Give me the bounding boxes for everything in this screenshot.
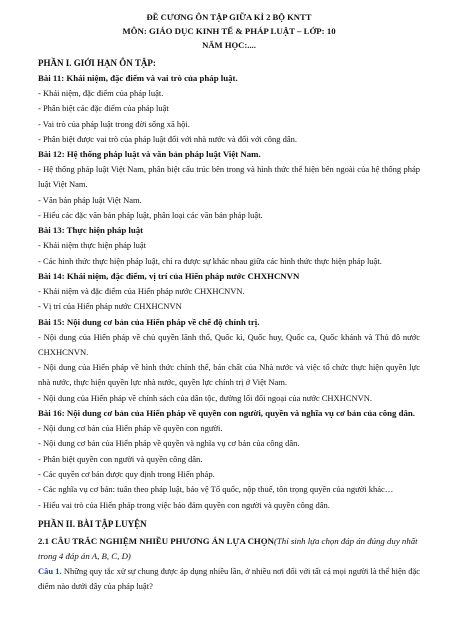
lesson-title: Bài 15: Nội dung cơ bản của Hiến pháp về chế độ chính trị. [38, 316, 260, 327]
question-label: Câu 1. [38, 565, 62, 576]
part2-title: PHẦN II. BÀI TẬP LUYỆN [38, 518, 147, 529]
doc-year: NĂM HỌC:.... [202, 40, 256, 50]
lesson-item: - Nội dung cơ bản của Hiến pháp về quyền con người. [38, 423, 223, 434]
lesson-12 [38, 147, 420, 223]
lesson-11 [38, 71, 420, 147]
lesson-item: - Các quyền cơ bản được quy định trong Hiến pháp. [38, 468, 215, 479]
question-1 [38, 564, 420, 595]
lesson-item: - Các hình thức thực hiện pháp luật, chỉ ra được sự khác nhau giữa các hình thức thực hiện pháp luật. [38, 255, 382, 266]
lesson-item: - Nội dung của Hiến pháp về chủ quyền lãnh thổ, Quốc kì, Quốc huy, Quốc ca, Quốc khánh và Thủ đô nước CHXHCNVN. [38, 331, 420, 357]
section-title: 2.1 CÂU TRẮC NGHIỆM NHIỀU PHƯƠNG ÁN LỰA CHỌN [38, 535, 274, 546]
lesson-title: Bài 16: Nội dung cơ bản của Hiến pháp về quyền con người, quyền và nghĩa vụ cơ bản của công dân. [38, 408, 415, 419]
lesson-15 [38, 315, 420, 406]
lesson-item: - Hiểu các đặc văn bản pháp luật, phân loại các văn bản pháp luật. [38, 210, 263, 221]
lesson-title: Bài 11: Khái niệm, đặc điểm và vai trò của pháp luật. [38, 73, 238, 83]
lesson-title: Bài 12: Hệ thống pháp luật và văn bản pháp luật Việt Nam. [38, 149, 261, 160]
lesson-item: - Nội dung của Hiến pháp về chính sách của dân tộc, đường lối đối ngoại của nước CHXHCNVN. [38, 392, 373, 403]
lesson-item: - Khái niệm và đặc điểm của Hiến pháp nước CHXHCNVN. [38, 285, 245, 296]
lesson-item: - Các nghĩa vụ cơ bản: tuân theo pháp luật, bảo vệ Tổ quốc, nộp thuế, tôn trọng quyền của người khác… [38, 484, 394, 495]
lesson-item: - Văn bản pháp luật Việt Nam. [38, 194, 142, 205]
lesson-title: Bài 14: Khái niệm, đặc điểm, vị trí của Hiến pháp nước CHXHCNVN [38, 270, 300, 281]
part1-title: PHẦN I. GIỚI HẠN ÔN TẬP: [38, 58, 156, 68]
lesson-item: - Phân biệt được vai trò của pháp luật đối với nhà nước và đối với công dân. [38, 133, 297, 144]
lesson-item: - Hiểu vai trò của Hiến pháp trong việc bảo đảm quyền con người và quyền công dân. [38, 499, 330, 510]
lesson-item: - Phân biệt các đặc điểm của pháp luật [38, 103, 169, 114]
doc-title: ĐỀ CƯƠNG ÔN TẬP GIỮA KÌ 2 BỘ KNTT [146, 12, 312, 22]
lesson-13 [38, 223, 420, 269]
lesson-16 [38, 406, 420, 513]
lesson-item: - Nội dung cơ bản của Hiến pháp về quyền và nghĩa vụ cơ bản của công dân. [38, 438, 300, 449]
lesson-item: - Vai trò của pháp luật trong đời sống xã hội. [38, 118, 190, 129]
section-2-1-heading [38, 534, 420, 564]
section-note: (Thí sinh lựa chọn đáp án đúng duy nhất trong 4 đáp án A, B, C, D) [38, 535, 418, 561]
lesson-item: - Vị trí của Hiến pháp nước CHXHCNVN [38, 301, 182, 312]
lesson-item: - Nội dung của Hiến pháp về hình thức chính thể, bản chất của Nhà nước và việc tổ chức thực hiện quyền lực nhà nước, thực hiện quyền lực nhà nước, quyền lực chính trị ở Việt Nam. [38, 362, 420, 388]
lesson-item: - Khái niệm, đặc điểm của pháp luật. [38, 88, 164, 98]
lesson-item: - Khái niệm thực hiện pháp luật [38, 240, 146, 251]
lesson-14 [38, 269, 420, 315]
question-text: Những quy tắc xử sự chung được áp dụng nhiều lần, ở nhiều nơi đối với tất cả mọi người là thể hiện đặc điểm nào dưới đây của pháp luật? [38, 565, 420, 592]
lesson-item: - Hệ thống pháp luật Việt Nam, phân biệt cấu trúc bên trong và hình thức thể hiện bên ngoài của hệ thống pháp luật Việt Nam. [38, 164, 420, 190]
lesson-title: Bài 13: Thực hiện pháp luật [38, 225, 144, 236]
doc-subject: MÔN: GIÁO DỤC KINH TẾ & PHÁP LUẬT – LỚP: 10 [122, 26, 336, 36]
lesson-item: - Phân biệt quyền con người và quyền công dân. [38, 453, 203, 464]
